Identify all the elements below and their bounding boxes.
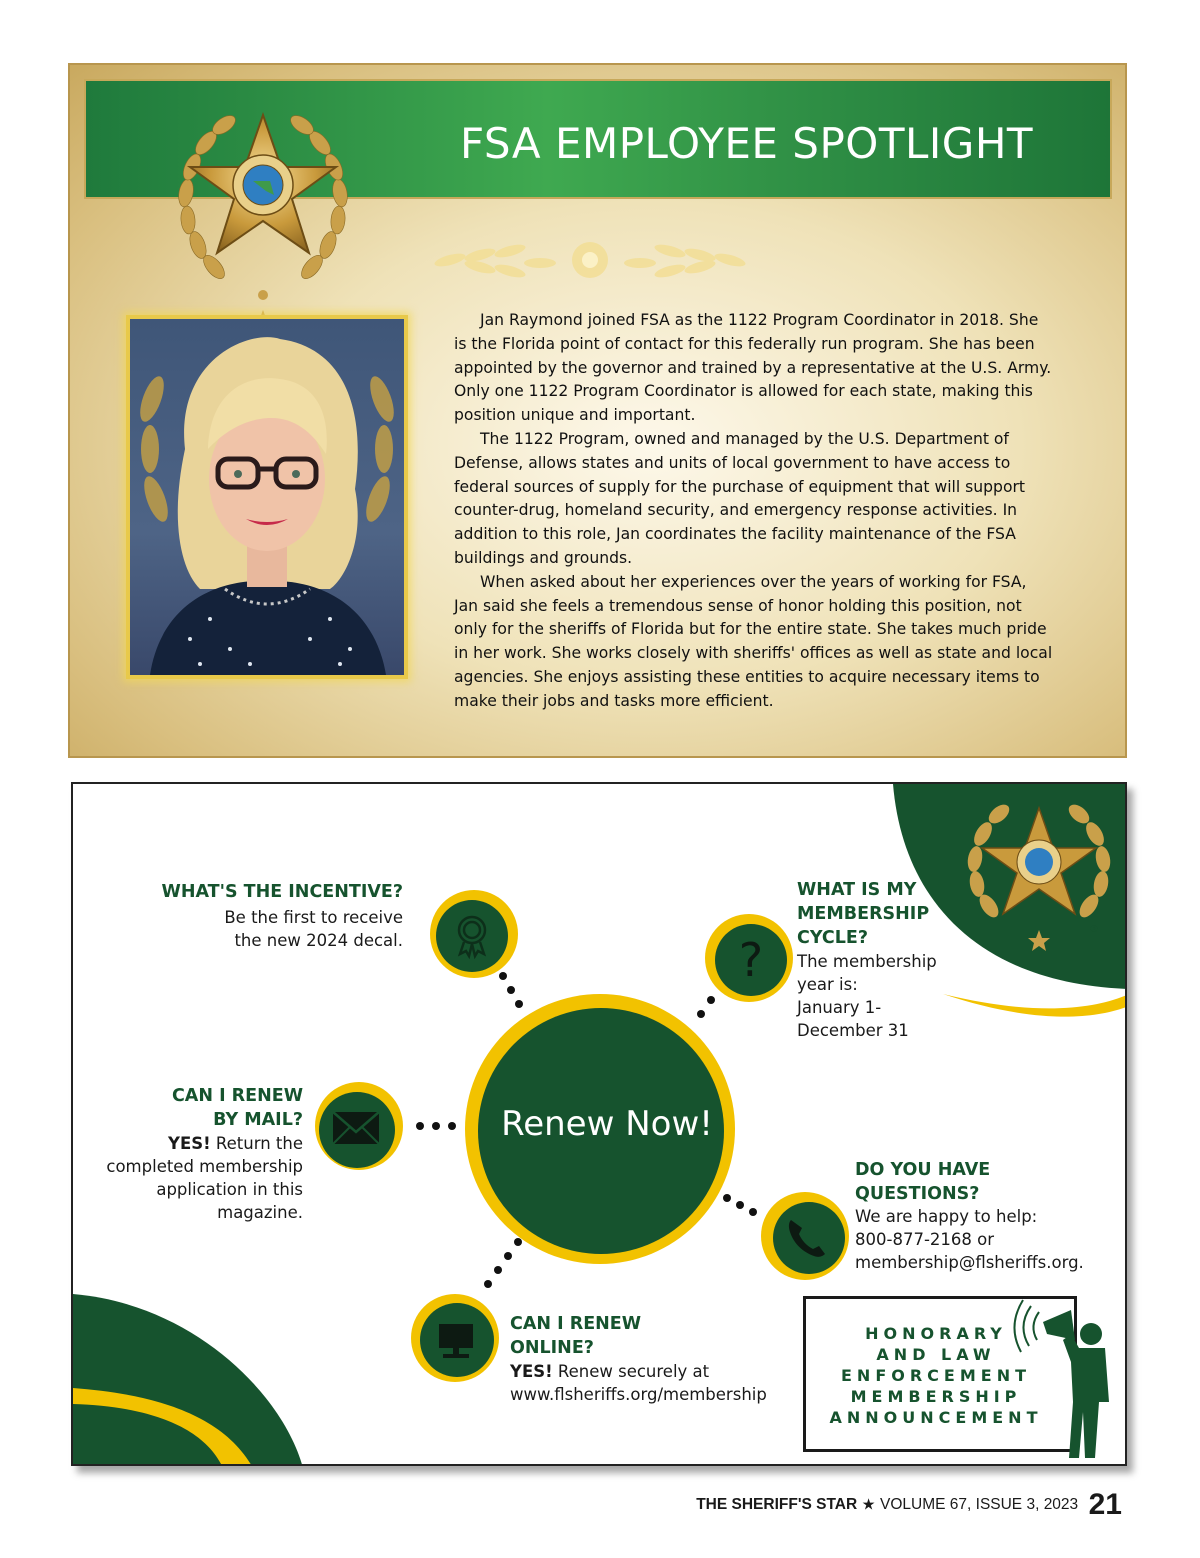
megaphone-person-icon (1013, 1282, 1123, 1462)
questions-text: We are happy to help: 800-877-2168 or membership@flsheriffs.org. (855, 1205, 1115, 1274)
spotlight-title: FSA EMPLOYEE SPOTLIGHT (460, 119, 1034, 168)
online-heading: CAN I RENEW ONLINE? (510, 1314, 642, 1358)
online-text: YES! Renew securely at www.flsheriffs.org/membership (510, 1360, 800, 1406)
membership-url: www.flsheriffs.org/membership (510, 1385, 767, 1404)
phone-icon (759, 1190, 851, 1282)
sheriff-star-badge-icon (168, 95, 358, 335)
cycle-heading: WHAT IS MY MEMBERSHIP CYCLE? (797, 880, 930, 948)
registered-mark: ® (1089, 924, 1099, 935)
questions-heading: DO YOU HAVE QUESTIONS? (855, 1160, 991, 1204)
star-separator-icon: ★ (861, 1496, 876, 1514)
page-footer (696, 1488, 1122, 1522)
membership-email: membership@flsheriffs.org. (855, 1253, 1084, 1272)
svg-text:?: ? (738, 933, 764, 987)
publication-name: THE SHERIFF'S STAR (696, 1496, 858, 1513)
renew-now-label: Renew Now! (501, 1104, 713, 1144)
announcement-text: HONORARY AND LAW ENFORCEMENT MEMBERSHIP ANNOUNCEMENT (829, 1324, 1043, 1427)
article-paragraph: When asked about her experiences over the years of working for FSA, Jan said she feels a tremendous sense of honor holding this position, not only for the sheriffs of Florida but for the entire state. She takes much pride in her work. She works closely with sheriffs' offices as well as state and local agencies. She enjoys assisting these entities to acquire necessary items to make their jobs and tasks more efficient. (454, 572, 1053, 710)
cycle-text: The membership year is: January 1- December 31 (797, 952, 937, 1040)
computer-icon (409, 1292, 501, 1384)
issue-info: VOLUME 67, ISSUE 3, 2023 (880, 1496, 1079, 1513)
incentive-heading: WHAT'S THE INCENTIVE? (161, 882, 403, 902)
employee-portrait (126, 315, 408, 679)
decorative-flourish-icon (370, 233, 810, 287)
spotlight-article-text (454, 309, 1054, 714)
mail-text: YES! Return the completed membership application in this magazine. (106, 1134, 303, 1222)
mail-heading: CAN I RENEW BY MAIL? (171, 1086, 303, 1130)
envelope-icon (313, 1080, 405, 1172)
article-paragraph: Jan Raymond joined FSA as the 1122 Program Coordinator in 2018. She is the Florida point of contact for this federally run program. She has been appointed by the governor and trained by a representative at the U.S. Army. Only one 1122 Program Coordinator is allowed for each state, making this position unique and important. (454, 311, 1052, 425)
employee-spotlight-panel (68, 63, 1127, 758)
page-number: 21 (1088, 1488, 1122, 1521)
award-badge-icon (428, 888, 520, 980)
article-paragraph: The 1122 Program, owned and managed by the U.S. Department of Defense, allows states and units of local government to have access to federal sources of supply for the purchase of equipment that will support counter-drug, homeland security, and emergency response activities. In addition to this role, Jan coordinates the facility maintenance of the FSA buildings and grounds. (454, 429, 1026, 567)
question-mark-icon (703, 912, 795, 1004)
incentive-text: Be the first to receive the new 2024 decal. (224, 908, 403, 950)
membership-renewal-panel (71, 782, 1127, 1466)
